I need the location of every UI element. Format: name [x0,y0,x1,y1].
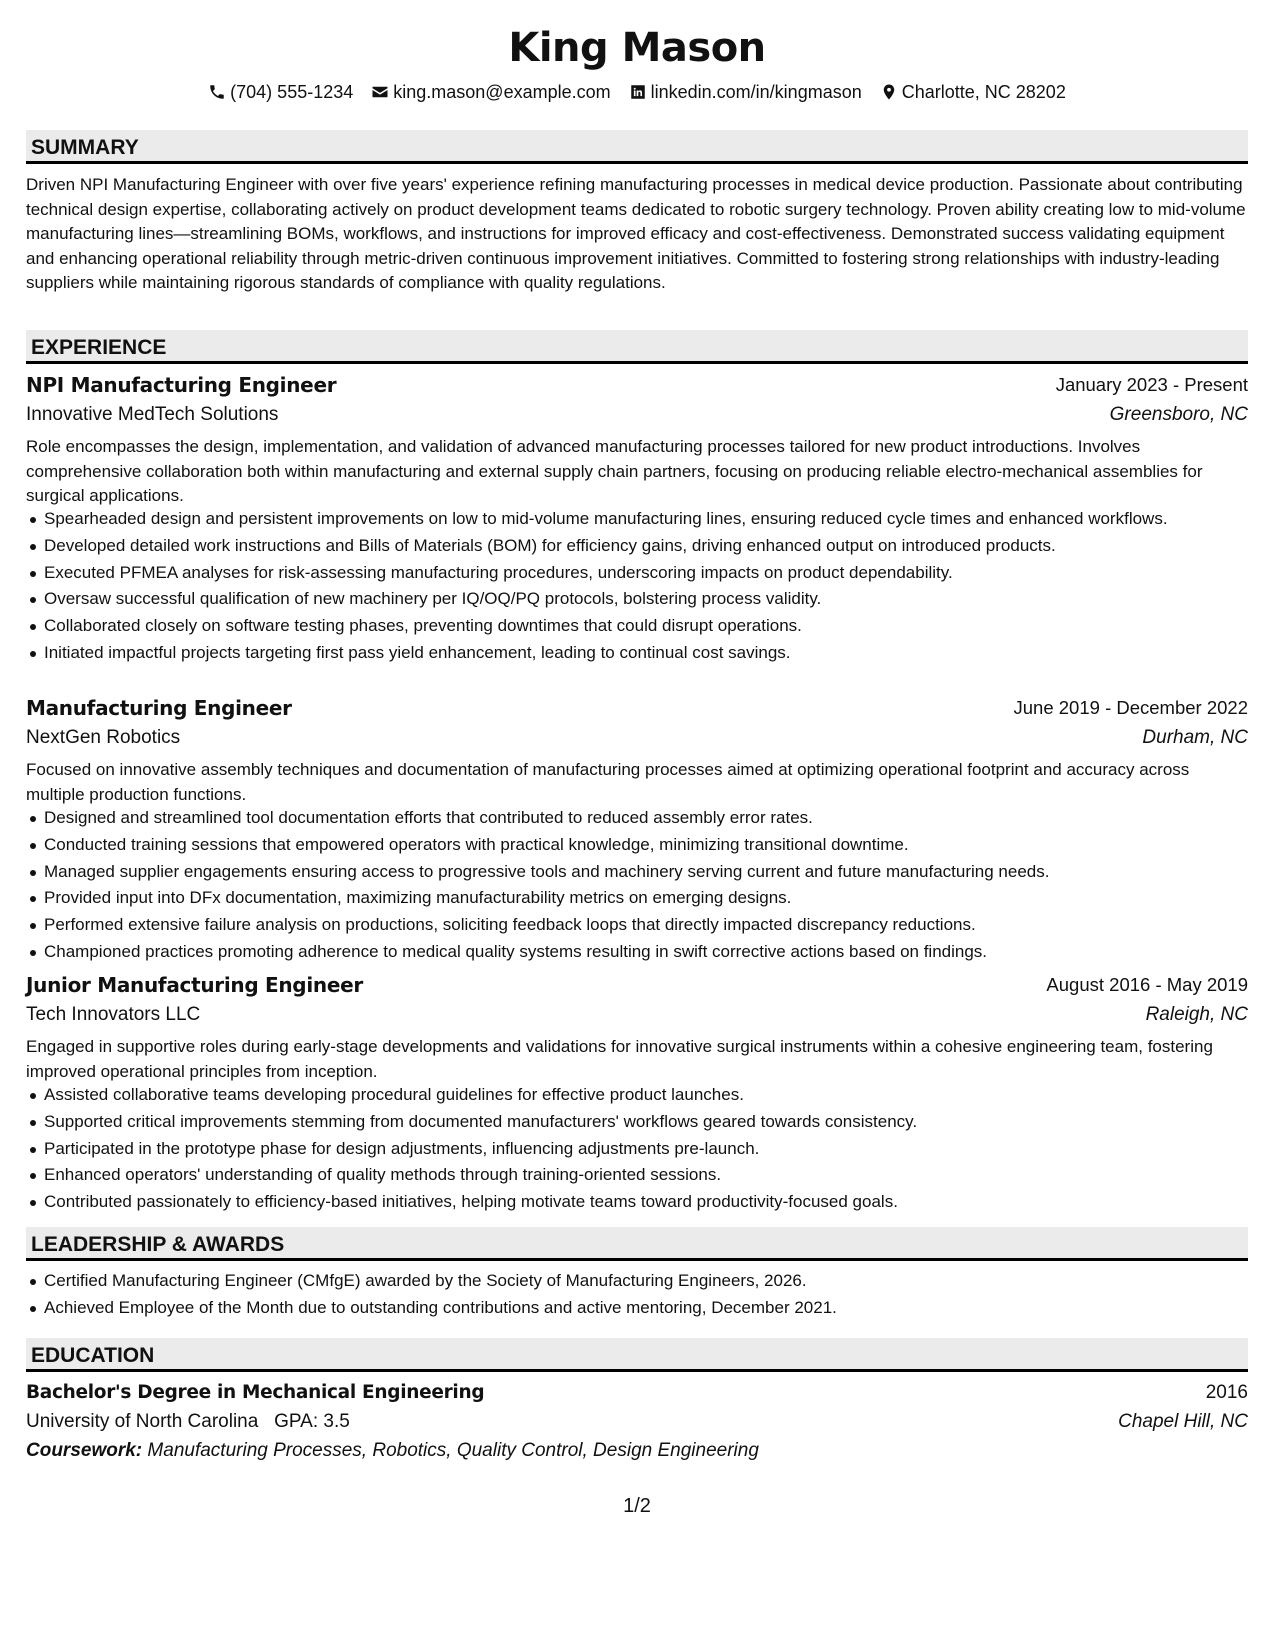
job-dates: January 2023 - Present [1055,374,1248,395]
list-item: Contributed passionately to efficiency-based initiatives, helping motivate teams toward productivity-focused goals. [44,1190,1248,1214]
contact-phone [208,82,353,103]
job-title: NPI Manufacturing Engineer [26,373,337,397]
job-description: Focused on innovative assembly techniques and documentation of manufacturing processes aimed at optimizing operational footprint and accuracy across multiple production functions. [26,760,1190,804]
list-item: Provided input into DFx documentation, maximizing manufacturability metrics on emerging designs. [44,886,1248,910]
list-item: Participated in the prototype phase for design adjustments, influencing adjustments pre-launch. [44,1137,1248,1161]
contact-email [371,82,610,103]
coursework-text: Manufacturing Processes, Robotics, Quality Control, Design Engineering [147,1440,759,1461]
list-item: Oversaw successful qualification of new machinery per IQ/OQ/PQ protocols, bolstering process validity. [44,587,1248,611]
education-school: University of North Carolina GPA: 3.5 [26,1411,350,1432]
experience-heading: EXPERIENCE [26,330,1248,364]
list-item: Initiated impactful projects targeting first pass yield enhancement, leading to continual cost savings. [44,641,1248,665]
linkedin-text: linkedin.com/in/kingmason [650,81,862,102]
list-item: Enhanced operators' understanding of quality methods through training-oriented sessions. [44,1163,1248,1187]
list-item: Assisted collaborative teams developing procedural guidelines for effective product launches. [44,1083,1248,1107]
contact-bar [26,79,1248,105]
summary-heading: SUMMARY [26,130,1248,164]
job-title: Junior Manufacturing Engineer [26,973,363,997]
education-degree: Bachelor's Degree in Mechanical Engineering [26,1382,485,1403]
list-item: Managed supplier engagements ensuring access to progressive tools and machinery serving current and future manufacturing needs. [44,860,1248,884]
email-text: king.mason@example.com [393,81,611,102]
list-item: Performed extensive failure analysis on productions, soliciting feedback loops that directly impacted discrepancy reductions. [44,913,1248,937]
list-item: Championed practices promoting adherence to medical quality systems resulting in swift corrective actions based on findings. [44,940,1248,964]
job-description: Engaged in supportive roles during early-stage developments and validations for innovative surgical instruments within a cohesive engineering team, fostering improved operational principles from inception. [26,1037,1213,1081]
contact-location [880,82,1066,103]
education-location: Chapel Hill, NC [1118,1411,1248,1432]
job-title: Manufacturing Engineer [26,696,292,720]
leadership-bullets [26,1269,1248,1323]
list-item: Conducted training sessions that empowered operators with practical knowledge, minimizing transitional downtime. [44,833,1248,857]
job-company: NextGen Robotics [26,727,181,748]
list-item: Designed and streamlined tool documentation efforts that contributed to reduced assembly error rates. [44,806,1248,830]
job-company: Tech Innovators LLC [26,1004,201,1025]
map-marker-icon [880,83,898,101]
job-location: Raleigh, NC [1145,1004,1248,1025]
list-item: Executed PFMEA analyses for risk-assessing manufacturing procedures, underscoring impacts on product dependability. [44,561,1248,585]
list-item: Supported critical improvements stemming from documented manufacturers' workflows geared towards consistency. [44,1110,1248,1134]
list-item: Achieved Employee of the Month due to outstanding contributions and active mentoring, December 2021. [44,1296,1248,1320]
job-bullets [26,507,1248,668]
linkedin-icon [629,83,647,101]
page-number: 1/2 [623,1495,651,1517]
summary-text: Driven NPI Manufacturing Engineer with over five years' experience refining manufacturing processes in medical device production. Passionate about contributing technical design expertise, collaborating actively on product development teams dedicated to robotic surgery technology. Proven ability creating low to mid-volume manufacturing lines—streamlining BOMs, workflows, and instructions for improved efficacy and cost-effectiveness. Demonstrated success validating equipment and enhancing operational reliability through metric-driven continuous improvement initiatives. Committed to fostering strong relationships with industry-leading suppliers while maintaining rigorous standards of compliance with quality regulations. [26,175,1246,293]
education-coursework [26,1437,759,1465]
list-item: Certified Manufacturing Engineer (CMfgE) awarded by the Society of Manufacturing Engineers, 2026. [44,1269,1248,1293]
job-dates: August 2016 - May 2019 [1046,974,1248,995]
education-year: 2016 [1205,1382,1248,1403]
phone-text: (704) 555-1234 [230,81,354,102]
job-bullets [26,806,1248,967]
contact-linkedin [629,82,862,103]
list-item: Developed detailed work instructions and Bills of Materials (BOM) for efficiency gains, driving enhanced output on introduced products. [44,534,1248,558]
envelope-icon [371,83,389,101]
phone-icon [208,83,226,101]
job-dates: June 2019 - December 2022 [1013,697,1248,718]
list-item: Collaborated closely on software testing phases, preventing downtimes that could disrupt operations. [44,614,1248,638]
job-location: Durham, NC [1142,727,1248,748]
job-description: Role encompasses the design, implementation, and validation of advanced manufacturing processes tailored for new product introductions. Involves comprehensive collaboration both within manufacturing and external supply chain partners, focusing on producing reliable electro-mechanical assemblies for surgical applications. [26,437,1203,506]
job-company: Innovative MedTech Solutions [26,404,279,425]
coursework-label: Coursework: [26,1440,143,1461]
resume-page [26,0,1248,1650]
candidate-name: King Mason [508,25,766,71]
location-text: Charlotte, NC 28202 [901,81,1066,102]
job-bullets [26,1083,1248,1217]
list-item: Spearheaded design and persistent improvements on low to mid-volume manufacturing lines, ensuring reduced cycle times and enhanced workflows. [44,507,1248,531]
job-location: Greensboro, NC [1109,404,1248,425]
leadership-heading: LEADERSHIP & AWARDS [26,1227,1248,1261]
education-heading: EDUCATION [26,1338,1248,1372]
